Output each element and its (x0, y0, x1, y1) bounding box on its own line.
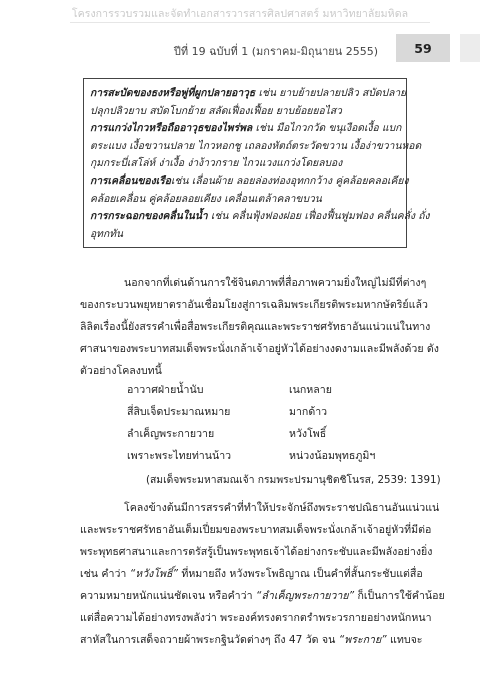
paragraph-2 (80, 497, 445, 651)
box-line-text: กุมกระบี่เสโล่ห์ ง่าเงื้อ ง่าง้าวกราย ไกวแวงแกว่งโดยลบอง (90, 157, 343, 170)
text-run: ที่หมายถึง หวังพระโพธิญาณ เป็นคำที่สั้นกระชับแต่สื่อ (177, 568, 423, 580)
paragraph-line: ศาสนาของพระบาทสมเด็จพระนั่งเกล้าเจ้าอยู่หัวได้อย่างงดงามและมีพลังด้วย ดัง (80, 343, 439, 355)
examples-box (83, 78, 430, 248)
poem-second-half: หน่วงน้อมพุทธภูมิฯ (289, 450, 376, 462)
paragraph-line: ลิลิตเรื่องนี้ยังสรรคำเพื่อสื่อพระเกียรติคุณและพระราชศรัทธาอันแน่วแน่ในทาง (80, 321, 431, 333)
poem-line (0, 425, 480, 447)
box-line (90, 191, 406, 209)
poem-line (0, 403, 480, 425)
page-edge-tab (460, 34, 480, 62)
paragraph-line (80, 563, 423, 585)
paragraph-line: นอกจากที่เด่นด้านการใช้จินตภาพที่สื่อภาพความยิ่งใหญ่ไม่มีที่ต่างๆ (124, 277, 427, 289)
issue-info: ปีที่ 19 ฉบับที่ 1 (มกราคม-มิถุนายน 2555) (173, 45, 378, 58)
text-run: ความหมายหนักแน่นชัดเจน หรือคำว่า (80, 590, 256, 602)
quoted-term: “หวังโพธิ์” (129, 568, 178, 580)
text-run: พระพุทธศาสนาและการตรัสรู้เป็นพระพุทธเจ้าได้อย่างกระชับและมีพลังอย่างยิ่ง (80, 546, 433, 558)
text-run: เช่น คำว่า (80, 568, 130, 580)
poem-first-half: เพราะพระไทยท่านน้าว (127, 450, 232, 462)
box-line-heading: การสะบัดของธงหรือพู่ที่ผูกปลายอาวุธ (90, 87, 256, 99)
box-line-text: เช่น ยาบย้ายปลายปลิว สบัดปลาย (255, 87, 407, 99)
box-line (90, 226, 406, 244)
text-run: แทบจะ (386, 634, 423, 646)
box-line-text: เช่น คลื่นฟุ้งฟองฝอย เฟื่องฟื้นฟูมฟอง คลื่นคลั่ง ถั่ง (207, 210, 430, 223)
text-run: ก็เป็นการใช้คำน้อย (354, 590, 445, 602)
box-line (90, 208, 430, 226)
box-line (90, 120, 406, 138)
paragraph-line (80, 519, 432, 541)
poem-line (0, 381, 480, 403)
box-line-heading: การเคลื่อนของเรือ (90, 174, 171, 187)
page-number: 59 (396, 34, 450, 62)
text-run: สาหัสในการเสด็จถวายผ้าพระกฐินวัดต่างๆ ถึง 47 วัด จน (80, 634, 339, 646)
box-line-text: คล้อยเคลื่อน คู่คล้อยลอยเคียง เคลื่อนเตล้าคลาขบวน (90, 192, 322, 205)
paragraph-line: ตัวอย่างโคลงบทนี้ (80, 365, 162, 377)
text-run: โคลงข้างต้นมีการสรรคำที่ทำให้ประจักษ์ถึงพระราชปณิธานอันแน่วแน่ (124, 502, 440, 514)
poem-first-half: สี่สิบเจ็ดประมาณหมาย (127, 406, 231, 418)
box-line-heading: การแกว่งไกวหรือถืออาวุธของไพร่พล (90, 122, 253, 135)
quoted-term: “พระกาย” (338, 634, 387, 646)
poem-first-half: ลำเค็ญพระกายวาย (127, 428, 215, 440)
box-line (90, 173, 409, 191)
poem-line (0, 447, 480, 469)
paragraph-line (80, 629, 423, 651)
paragraph-line (80, 585, 445, 607)
box-line-heading: การกระฉอกของคลื่นในน้ำ (90, 210, 208, 223)
box-line-text: เช่น เลื่อนผ้าย ลอยล่องท่องอุทกกว้าง คู่คล้อยคลอเคียง (170, 174, 409, 187)
poem-second-half: หวังโพธิ์ (289, 428, 327, 440)
box-line (90, 155, 406, 173)
poem-second-half: เนกหลาย (289, 384, 332, 396)
header-divider (70, 22, 430, 23)
box-line-text: ปลุกปลิวยาบ สบัดโบกย้าย สลัดเฟื่องเฟื้อย ยาบย้อยยอไสว (90, 104, 342, 117)
poem-stanza (0, 381, 480, 469)
box-line (90, 103, 406, 121)
poem-citation: (สมเด็จพระมหาสมณเจ้า กรมพระปรมานุชิตชิโนรส, 2539: 1391) (146, 474, 441, 486)
box-line (90, 85, 406, 103)
poem-second-half: มากด้าว (289, 406, 328, 418)
poem-first-half: อาวาศฝ่ายน้ำนับ (127, 384, 204, 396)
paragraph-line (80, 607, 432, 629)
publication-watermark: โครงการรวบรวมและจัดทำเอกสารวารสารศิลปศาสตร์ มหาวิทยาลัยมหิดล (71, 8, 409, 20)
paragraph-1 (80, 272, 439, 382)
paragraph-line (80, 497, 440, 519)
text-run: และพระราชศรัทธาอันเต็มเปี่ยมของพระบาทสมเด็จพระนั่งเกล้าเจ้าอยู่หัวที่มีต่อ (80, 524, 432, 536)
box-line-text: ตระแบง เงื้อขวานปลาย ไกวหอกชู เถลองหัตถ์ตระวัดขวาน เงื้อง่าขวานหอด (90, 139, 422, 152)
box-line-text: อุทกทัน (90, 227, 124, 240)
paragraph-line: ของกระบวนพยุหยาตราอันเชื่อมโยงสู่การเฉลิมพระเกียรติพระมหากษัตริย์แล้ว (80, 299, 428, 311)
quoted-term: “ลำเค็ญพระกายวาย” (255, 590, 355, 602)
text-run: แต่สื่อความได้อย่างทรงพลังว่า พระองค์ทรงตรากตรำพระวรกายอย่างหนักหนา (80, 612, 432, 624)
paragraph-line (80, 541, 433, 563)
box-line (90, 138, 422, 156)
box-line-text: เช่น มือไกวกวัด ขนุเงือดเงื้อ แบก (252, 122, 402, 135)
